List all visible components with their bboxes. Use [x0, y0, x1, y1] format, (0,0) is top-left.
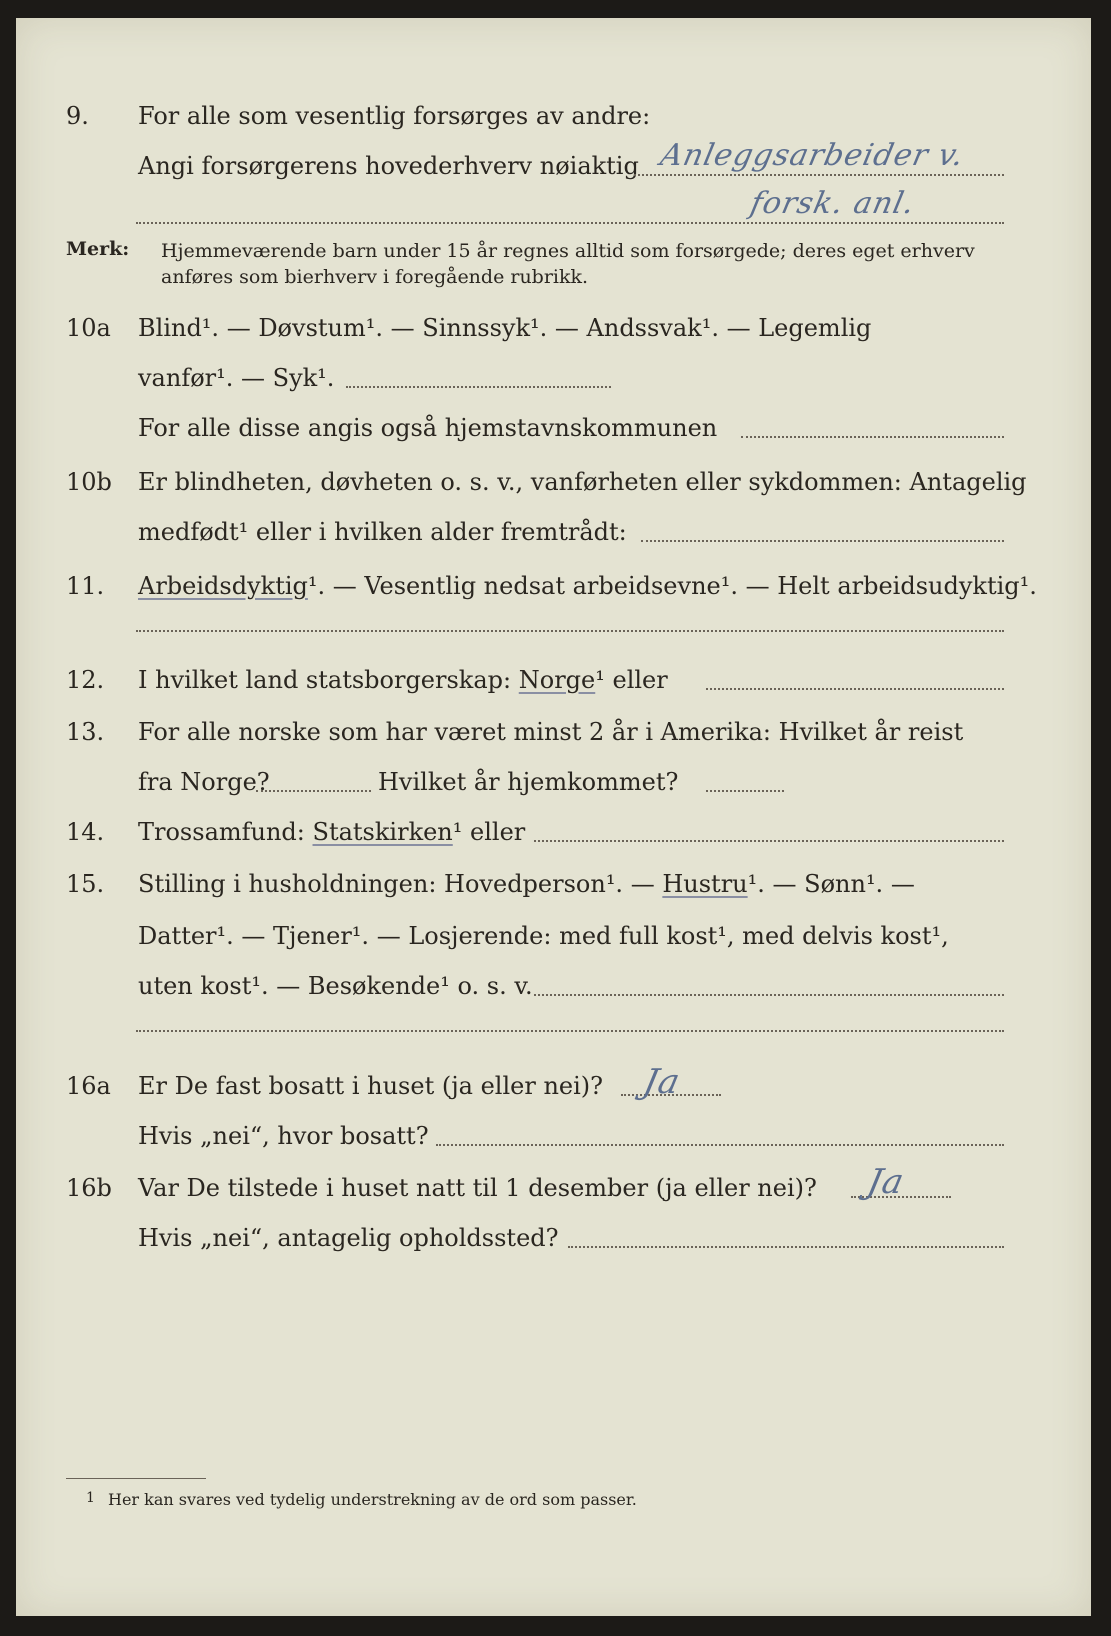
question-number: 10a — [66, 314, 111, 342]
question-number: 12. — [66, 666, 105, 694]
handwritten-answer[interactable]: forsk. anl. — [747, 186, 919, 221]
option-norge[interactable]: Norge — [518, 666, 596, 694]
question-16a-line2 — [16, 1116, 1091, 1156]
question-14 — [16, 812, 1091, 852]
question-9-line2 — [16, 138, 1091, 186]
question-13 — [16, 712, 1091, 752]
question-number: 14. — [66, 818, 105, 846]
note-merk-line2 — [16, 262, 1091, 302]
question-text: For alle disse angis også hjemstavnskommunen — [138, 414, 718, 442]
question-15-line3 — [16, 966, 1091, 1006]
answer-line — [136, 222, 1004, 224]
note-text: Hjemmeværende barn under 15 år regnes alltid som forsørgede; deres eget erhverv — [161, 240, 975, 262]
question-10a-line2 — [16, 358, 1091, 398]
question-15-line2 — [16, 916, 1091, 956]
question-number: 16a — [66, 1072, 111, 1100]
question-11 — [16, 566, 1091, 606]
question-number: 16b — [66, 1174, 112, 1202]
question-9-line3 — [16, 186, 1091, 236]
census-form-page — [16, 18, 1091, 1616]
question-9 — [16, 96, 1091, 136]
answer-line — [634, 174, 1004, 176]
question-text: Hvis „nei“, antagelig opholdssted? — [138, 1224, 559, 1252]
question-10b — [16, 462, 1091, 502]
question-text-a: Stilling i husholdningen: Hovedperson¹. — — [138, 870, 655, 898]
question-text — [138, 666, 668, 694]
handwritten-answer[interactable]: Anleggsarbeider v. — [657, 138, 968, 173]
answer-line — [741, 436, 1004, 438]
option-statskirken[interactable]: Statskirken — [312, 818, 453, 846]
question-number: 15. — [66, 870, 105, 898]
question-15 — [16, 864, 1091, 904]
question-16b-line2 — [16, 1218, 1091, 1258]
question-10b-line2 — [16, 512, 1091, 552]
question-text: uten kost¹. — Besøkende¹ o. s. v. — [138, 972, 533, 1000]
question-text: medfødt¹ eller i hvilken alder fremtrådt: — [138, 518, 627, 546]
question-text: Hvilket år hjemkommet? — [378, 768, 679, 796]
question-text — [138, 818, 525, 846]
question-number: 10b — [66, 468, 112, 496]
question-text-c: ¹. — Sønn¹. — — [747, 870, 915, 898]
question-text: For alle som vesentlig forsørges av andre: — [138, 102, 651, 130]
note-text: anføres som bierhverv i foregående rubrikk. — [161, 266, 589, 288]
question-text: Er De fast bosatt i huset (ja eller nei)? — [138, 1072, 604, 1100]
answer-line — [534, 840, 1004, 842]
note-label: Merk: — [66, 238, 130, 260]
question-text: Angi forsørgerens hovederhverv nøiaktig — [138, 152, 639, 180]
footnote-text: Her kan svares ved tydelig understrekning av de ord som passer. — [108, 1490, 637, 1509]
answer-line — [136, 630, 1004, 632]
question-16a — [16, 1062, 1091, 1106]
answer-line — [706, 688, 1004, 690]
question-text-rest: ¹. — Vesentlig nedsat arbeidsevne¹. — Helt arbeidsudyktig¹. — [307, 572, 1037, 600]
handwritten-answer[interactable]: Ja — [863, 1162, 909, 1202]
answer-line — [568, 1246, 1004, 1248]
answer-line — [436, 1144, 1004, 1146]
question-prefix: I hvilket land statsborgerskap: — [138, 666, 512, 694]
question-number: 13. — [66, 718, 105, 746]
question-suffix: ¹ eller — [452, 818, 526, 846]
question-number: 11. — [66, 572, 105, 600]
question-text: Hvis „nei“, hvor bosatt? — [138, 1122, 429, 1150]
question-12 — [16, 660, 1091, 700]
answer-line — [641, 540, 1004, 542]
answer-line — [136, 1030, 1004, 1032]
question-text: For alle norske som har været minst 2 år i Amerika: Hvilket år reist — [138, 718, 964, 746]
question-text: Datter¹. — Tjener¹. — Losjerende: med full kost¹, med delvis kost¹, — [138, 922, 949, 950]
footnote-mark: 1 — [86, 1490, 95, 1506]
option-arbeidsdyktig[interactable]: Arbeidsdyktig — [138, 572, 308, 600]
footnote — [16, 1486, 1091, 1526]
question-text: Er blindheten, døvheten o. s. v., vanførheten eller sykdommen: Antagelig — [138, 468, 1027, 496]
handwritten-answer[interactable]: Ja — [639, 1062, 685, 1102]
answer-line — [706, 790, 784, 792]
question-number: 9. — [66, 102, 89, 130]
question-suffix: ¹ eller — [595, 666, 668, 694]
question-16b — [16, 1162, 1091, 1208]
question-10a — [16, 308, 1091, 348]
question-text — [138, 572, 1037, 600]
question-text: vanfør¹. — Syk¹. — [138, 364, 335, 392]
question-text: fra Norge? — [138, 768, 270, 796]
answer-line — [256, 790, 371, 792]
footnote-divider — [66, 1478, 206, 1479]
question-13-line2 — [16, 762, 1091, 802]
answer-line — [534, 994, 1004, 996]
question-text — [138, 870, 915, 898]
question-10a-line3 — [16, 408, 1091, 448]
answer-line — [346, 386, 611, 388]
question-text: Blind¹. — Døvstum¹. — Sinnssyk¹. — Andssvak¹. — Legemlig — [138, 314, 872, 342]
question-text: Var De tilstede i huset natt til 1 desember (ja eller nei)? — [138, 1174, 817, 1202]
option-hustru[interactable]: Hustru — [662, 870, 748, 898]
question-prefix: Trossamfund: — [138, 818, 305, 846]
